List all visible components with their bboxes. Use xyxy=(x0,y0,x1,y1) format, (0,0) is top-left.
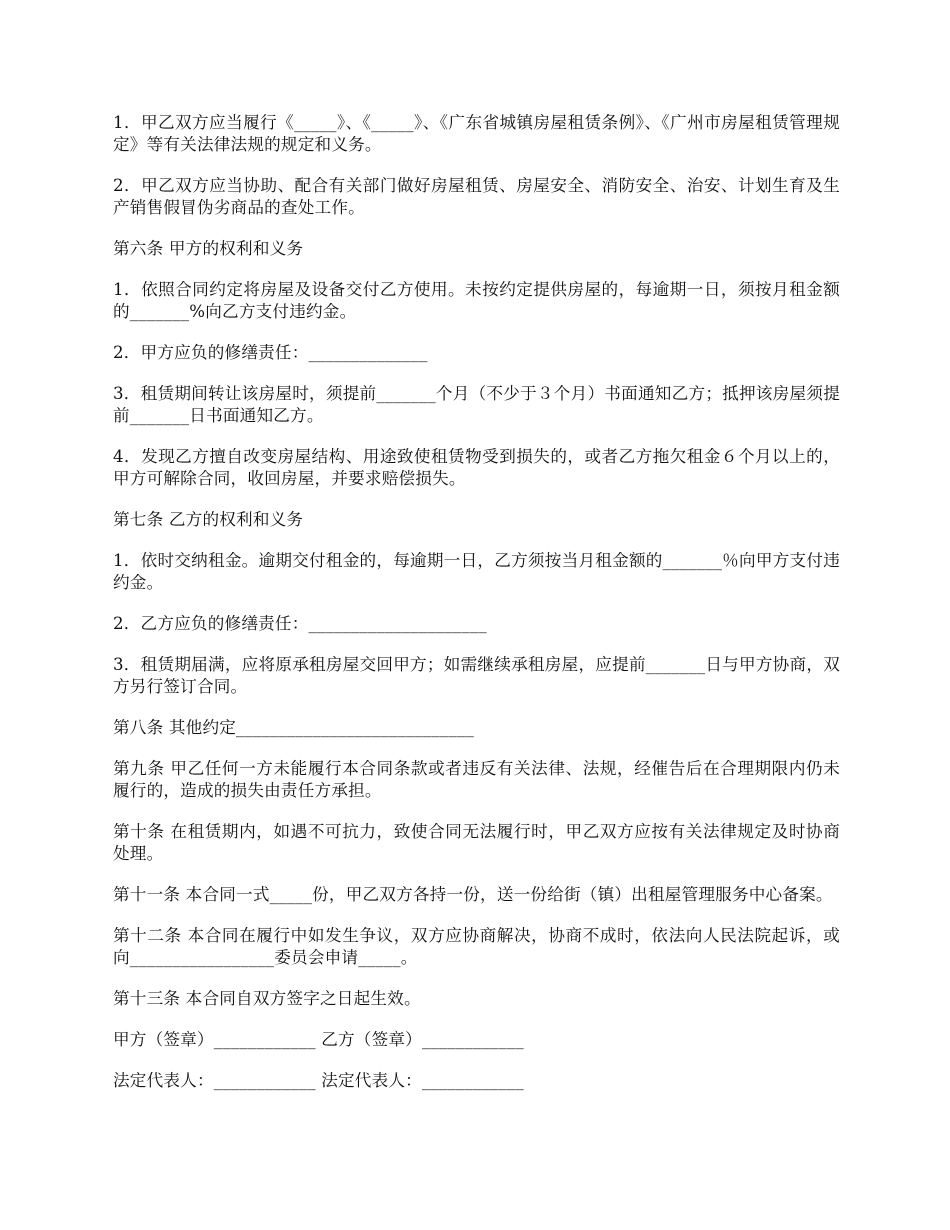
clause-5-item-1: 1．甲乙双方应当履行《_____》、《_____》、《广东省城镇房屋租赁条例》、《广州市房屋租赁管理规定》等有关法律法规的规定和义务。 xyxy=(113,113,840,154)
article-7-item-2: 2．乙方应负的修缮责任：_____________________ xyxy=(113,614,487,633)
article-11: 第十一条 本合同一式_____份，甲乙双方各持一份，送一份给街（镇）出租屋管理服务中心备案。 xyxy=(113,885,833,904)
signature-line-seal: 甲方（签章）____________ 乙方（签章）____________ xyxy=(113,1030,524,1049)
article-6-item-1: 1．依照合同约定将房屋及设备交付乙方使用。未按约定提供房屋的，每逾期一日，须按月租金额的_______%向乙方支付违约金。 xyxy=(113,280,840,321)
article-7-heading: 第七条 乙方的权利和义务 xyxy=(113,510,304,529)
article-6-item-3: 3．租赁期间转让该房屋时，须提前_______个月（不少于３个月）书面通知乙方；抵押该房屋须提前_______日书面通知乙方。 xyxy=(113,384,840,425)
article-8: 第八条 其他约定____________________________ xyxy=(113,718,474,737)
article-10: 第十条 在租赁期内，如遇不可抗力，致使合同无法履行时，甲乙双方应按有关法律规定及时协商处理。 xyxy=(113,822,840,863)
article-7-item-1: 1．依时交纳租金。逾期交付租金的，每逾期一日，乙方须按当月租金额的_______％向甲方支付违约金。 xyxy=(113,551,840,592)
article-13: 第十三条 本合同自双方签字之日起生效。 xyxy=(113,989,421,1008)
article-6-item-4: 4．发现乙方擅自改变房屋结构、用途致使租赁物受到损失的，或者乙方拖欠租金６个月以上的，甲方可解除合同，收回房屋，并要求赔偿损失。 xyxy=(113,447,840,488)
article-7-item-3: 3．租赁期届满，应将原承租房屋交回甲方；如需继续承租房屋，应提前_______日与甲方协商，双方另行签订合同。 xyxy=(113,655,840,696)
clause-5-item-2: 2．甲乙双方应当协助、配合有关部门做好房屋租赁、房屋安全、消防安全、治安、计划生育及生产销售假冒伪劣商品的查处工作。 xyxy=(113,176,840,217)
article-12: 第十二条 本合同在履行中如发生争议，双方应协商解决，协商不成时，依法向人民法院起诉，或向_________________委员会申请_____。 xyxy=(113,926,840,967)
article-6-item-2: 2．甲方应负的修缮责任：______________ xyxy=(113,343,428,362)
article-9: 第九条 甲乙任何一方未能履行本合同条款或者违反有关法律、法规，经催告后在合理期限内仍未履行的，造成的损失由责任方承担。 xyxy=(113,759,840,800)
signature-line-legal-rep: 法定代表人：____________ 法定代表人：____________ xyxy=(113,1071,524,1090)
article-6-heading: 第六条 甲方的权利和义务 xyxy=(113,239,304,258)
